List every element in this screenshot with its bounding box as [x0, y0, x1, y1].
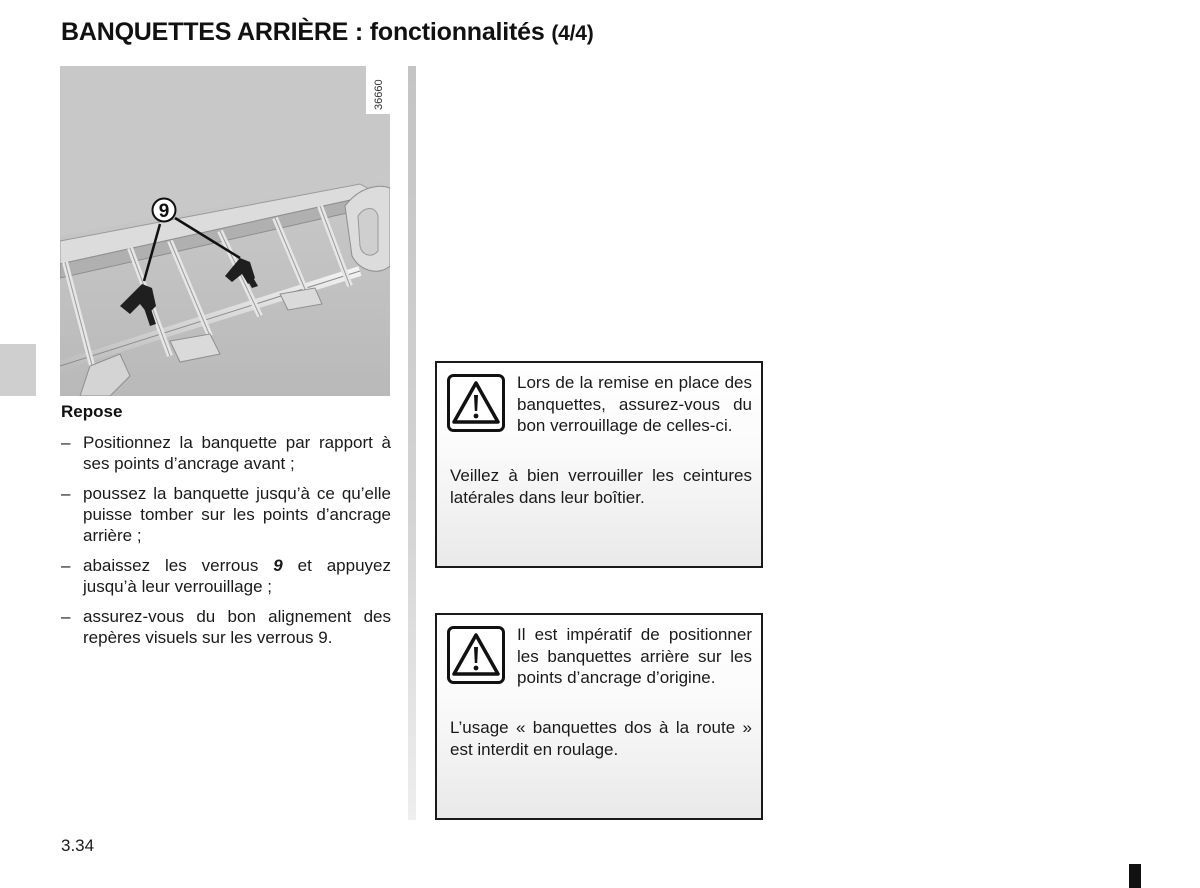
chapter-side-tab: [0, 344, 36, 396]
page-number: 3.34: [61, 836, 95, 855]
section-heading: Repose: [61, 402, 123, 421]
page-title-text: BANQUETTES ARRIÈRE : fonctionnalités: [61, 18, 545, 46]
list-item: [61, 555, 391, 597]
warning-triangle-icon: [447, 626, 505, 684]
column-divider: [408, 66, 416, 820]
illustration-seat-anchors: [60, 66, 390, 396]
list-dash: –: [61, 433, 71, 452]
procedure-steps: [61, 432, 391, 657]
list-item-text: assurez-vous du bon alignement des repères visuels sur les verrous 9.: [83, 607, 391, 647]
warning-box-anchor-points: [435, 613, 763, 820]
warning-box-locking: [435, 361, 763, 568]
page-edge-marker: [1129, 864, 1141, 888]
warning-body-text: Veillez à bien verrouiller les ceintures latérales dans leur boîtier.: [450, 466, 752, 507]
callout-9-label: 9: [158, 201, 170, 222]
list-dash: –: [61, 556, 71, 575]
list-dash: –: [61, 607, 71, 626]
warning-triangle-icon: [447, 374, 505, 432]
list-item: [61, 606, 391, 648]
list-item-text: Positionnez la banquette par rapport à ses points d’ancrage avant ;: [83, 433, 391, 473]
list-item-text: poussez la banquette jusqu’à ce qu’elle puisse tomber sur les points d’ancrage arrière ;: [83, 484, 391, 545]
list-item-text-before: abaissez les verrous: [83, 556, 274, 575]
warning-body-text: L’usage « banquettes dos à la route » est interdit en roulage.: [450, 718, 752, 759]
illustration-drawing: [60, 66, 390, 396]
list-item: [61, 432, 391, 474]
page-title: [61, 18, 594, 47]
page-part-indicator: (4/4): [551, 22, 594, 45]
list-dash: –: [61, 484, 71, 503]
warning-lead-text: Lors de la remise en place des banquettes, assurez-vous du bon verrouillage de celles-ci.: [517, 373, 752, 435]
illustration-ref-code: 36660: [373, 79, 385, 110]
lock-reference-bold: 9: [273, 556, 283, 575]
list-item: [61, 483, 391, 546]
warning-lead-text: Il est impératif de positionner les banquettes arrière sur les points d’ancrage d’origine.: [517, 625, 752, 687]
list-item-text-after: et appuyez jusqu’à leur verrouillage ;: [83, 556, 391, 596]
